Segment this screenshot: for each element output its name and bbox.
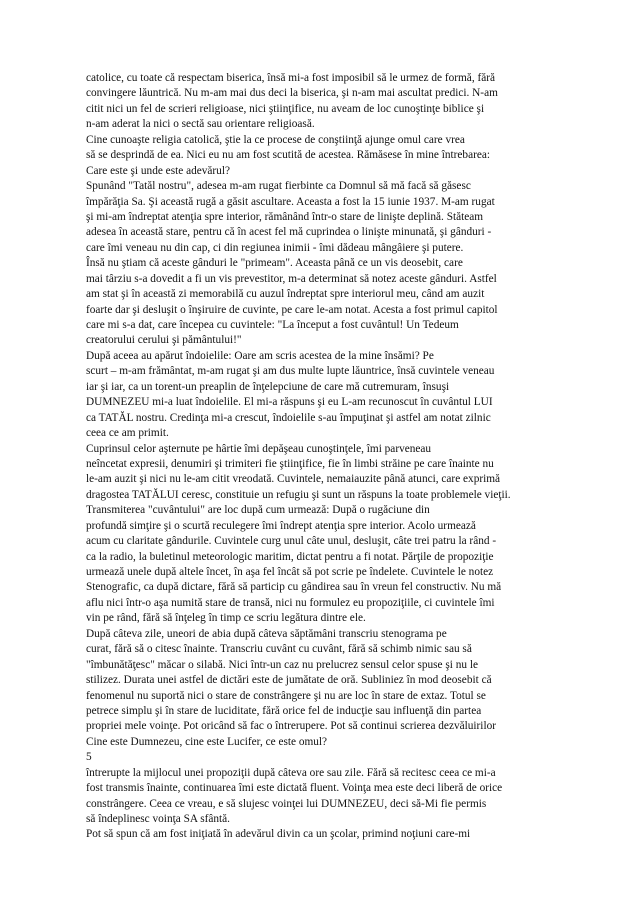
document-body-text (86, 71, 586, 843)
text-line: care mi s-a dat, care începea cu cuvintele: "La început a fost cuvântul! Un Tedeum (86, 319, 459, 331)
text-line: neîncetat expresii, denumiri şi trimiteri fie ştiinţifice, fie în limbi străine pe care înainte nu (86, 457, 494, 470)
text-line: curat, fără să o citesc înainte. Transcriu cuvânt cu cuvânt, fără să schimb nimic sau să (86, 643, 472, 656)
text-line: n-am aderat la nici o sectă sau orientare religioasă. (86, 118, 315, 131)
text-line: dragostea TATĂLUI ceresc, constituie un refugiu şi sunt un răspuns la toate problemele vieţii. (86, 488, 511, 501)
text-line: constrângere. Ceea ce vreau, e să slujesc voinţei lui DUMNEZEU, deci să-Mi fie permis (86, 797, 487, 810)
text-line: urmează unele după altele încet, în aşa fel încât să pot scrie pe îndelete. Cuvintele le notez (86, 566, 494, 578)
text-line: foarte dar şi desluşit o înşiruire de cuvinte, pe care le-am notat. Acesta a fost primul capitol (86, 303, 498, 316)
text-line: După câteva zile, uneori de abia după câteva săptămâni transcriu stenograma pe (86, 627, 447, 640)
text-line: care îmi veneau nu din cap, ci din regiunea inimii - îmi dădeau mângâiere şi putere. (86, 241, 464, 254)
text-line: creatorului cerului şi pământului!" (86, 334, 242, 347)
text-line: profundă simţire şi o scurtă reculegere îmi îndrept atenţia spre interior. Acolo urmează (86, 519, 476, 532)
text-line: să se desprindă de ea. Nici eu nu am fost scutită de acestea. Rămăsese în mine întrebarea: (86, 149, 491, 162)
text-line: împărăţia Sa. Şi această rugă a găsit ascultare. Aceasta a fost la 15 iunie 1937. M-am rugat (86, 195, 495, 208)
text-line: Cuprinsul celor aşternute pe hârtie îmi depăşeau cunoştinţele, îmi parveneau (86, 442, 432, 455)
text-line: După aceea au apărut îndoielile: Oare am scris acestea de la mine însămi? Pe (86, 349, 434, 362)
text-line: Cine cunoaşte religia catolică, ştie la ce procese de conştiinţă ajunge omul care vrea (86, 133, 465, 146)
text-line: stilizez. Durata unei astfel de dictări este de jumătate de oră. Subliniez în mod deosebit că (86, 674, 492, 687)
text-line: ca la radio, la buletinul meteorologic maritim, dictat pentru a fi notat. Părţile de propoziţie (86, 550, 494, 563)
text-line: Stenografic, ca după dictare, fără să particip cu gândirea sau în vreun fel constructiv. Nu mă (86, 581, 502, 594)
text-line: acum cu claritate gândurile. Cuvintele curg unul câte unul, desluşit, câte trei patru la rând - (86, 535, 497, 548)
text-line: Însă nu ştiam că aceste gânduri le "primeam". Aceasta până ce un vis deosebit, care (86, 257, 463, 270)
text-line: vin pe rând, fără să înţeleg în timp ce scriu legătura dintre ele. (86, 612, 366, 625)
text-line: 5 (86, 751, 92, 764)
text-line: DUMNEZEU mi-a luat îndoielile. El mi-a răspuns şi eu L-am recunoscut în cuvântul LUI (86, 396, 493, 409)
text-line: citit nici un fel de scrieri religioase, nici ştiinţifice, nu aveam de loc cunoştinţe biblice şi (86, 102, 485, 115)
text-line: Spunând "Tatăl nostru", adesea m-am rugat fierbinte ca Domnul să mă facă să găsesc (86, 180, 471, 193)
text-line: am stat şi în această zi memorabilă cu auzul îndreptat spre interiorul meu, când am auzit (86, 288, 485, 301)
text-line: iar şi iar, ca un torent-un preaplin de înţelepciune de care mă cutremuram, însuşi (86, 380, 450, 393)
text-line: fenomenul nu suportă nici o stare de constrângere şi nu are loc în stare de extaz. Totul se (86, 689, 486, 702)
text-line: le-am auzit şi nici nu le-am citit vreodată. Cuvintele, nemaiauzite până atunci, care exprimă (86, 473, 501, 486)
text-line: Care este şi unde este adevărul? (86, 164, 230, 177)
text-line: propriei mele voinţe. Pot oricând să fac o întrerupere. Pot să continui scrierea dezvăluirilor (86, 720, 496, 733)
text-line: fost transmis înainte, continuarea îmi este dictată fluent. Voinţa mea este deci liberă de orice (86, 782, 503, 795)
text-line: petrece simplu şi în stare de luciditate, fără orice fel de inducţie sau influenţă din partea (86, 704, 482, 717)
text-line: întrerupte la mijlocul unei propoziţii după câteva ore sau zile. Fără să recitesc ceea ce mi-a (86, 766, 496, 779)
text-line: catolice, cu toate că respectam biserica, însă mi-a fost imposibil să le urmez de formă, fără (86, 72, 496, 84)
text-line: aflu nici într-o aşa numită stare de transă, nici nu formulez eu propoziţiile, ci cuvintele îmi (86, 596, 495, 609)
text-line: scurt – m-am frământat, m-am rugat şi am dus multe lupte lăuntrice, însă cuvintele veneau (86, 365, 495, 378)
text-line: convingere lăuntrică. Nu m-am mai dus deci la biserica, şi n-am mai ascultat predici. N-am (86, 87, 498, 100)
text-line: mai târziu s-a dovedit a fi un vis prevestitor, m-a determinat să notez aceste gânduri. Astfel (86, 272, 497, 285)
text-line: Cine este Dumnezeu, cine este Lucifer, ce este omul? (86, 735, 328, 748)
text-line: ceea ce am primit. (86, 427, 169, 440)
text-line: Transmiterea "cuvântului" are loc după cum urmează: După o rugăciune din (86, 504, 430, 517)
text-line: ca TATĂL nostru. Credinţa mi-a crescut, îndoielile s-au împuţinat şi astfel am notat zilnic (86, 411, 491, 424)
text-line: adesea în această stare, pentru că în acest fel mă cuprindea o linişte minunată, şi gânduri - (86, 226, 492, 239)
text-line: să îndeplinesc voinţa SA sfântă. (86, 813, 231, 825)
text-line: Pot să spun că am fost iniţiată în adevărul divin ca un şcolar, primind noţiuni care-mi (86, 828, 471, 841)
text-line: şi mi-am îndreptat atenţia spre interior, rămânând într-o stare de linişte deplină. Stăteam (86, 210, 484, 223)
text-line: "îmbunătăţesc" măcar o silabă. Nici într-un caz nu prelucrez sensul celor spuse şi nu le (86, 658, 479, 671)
